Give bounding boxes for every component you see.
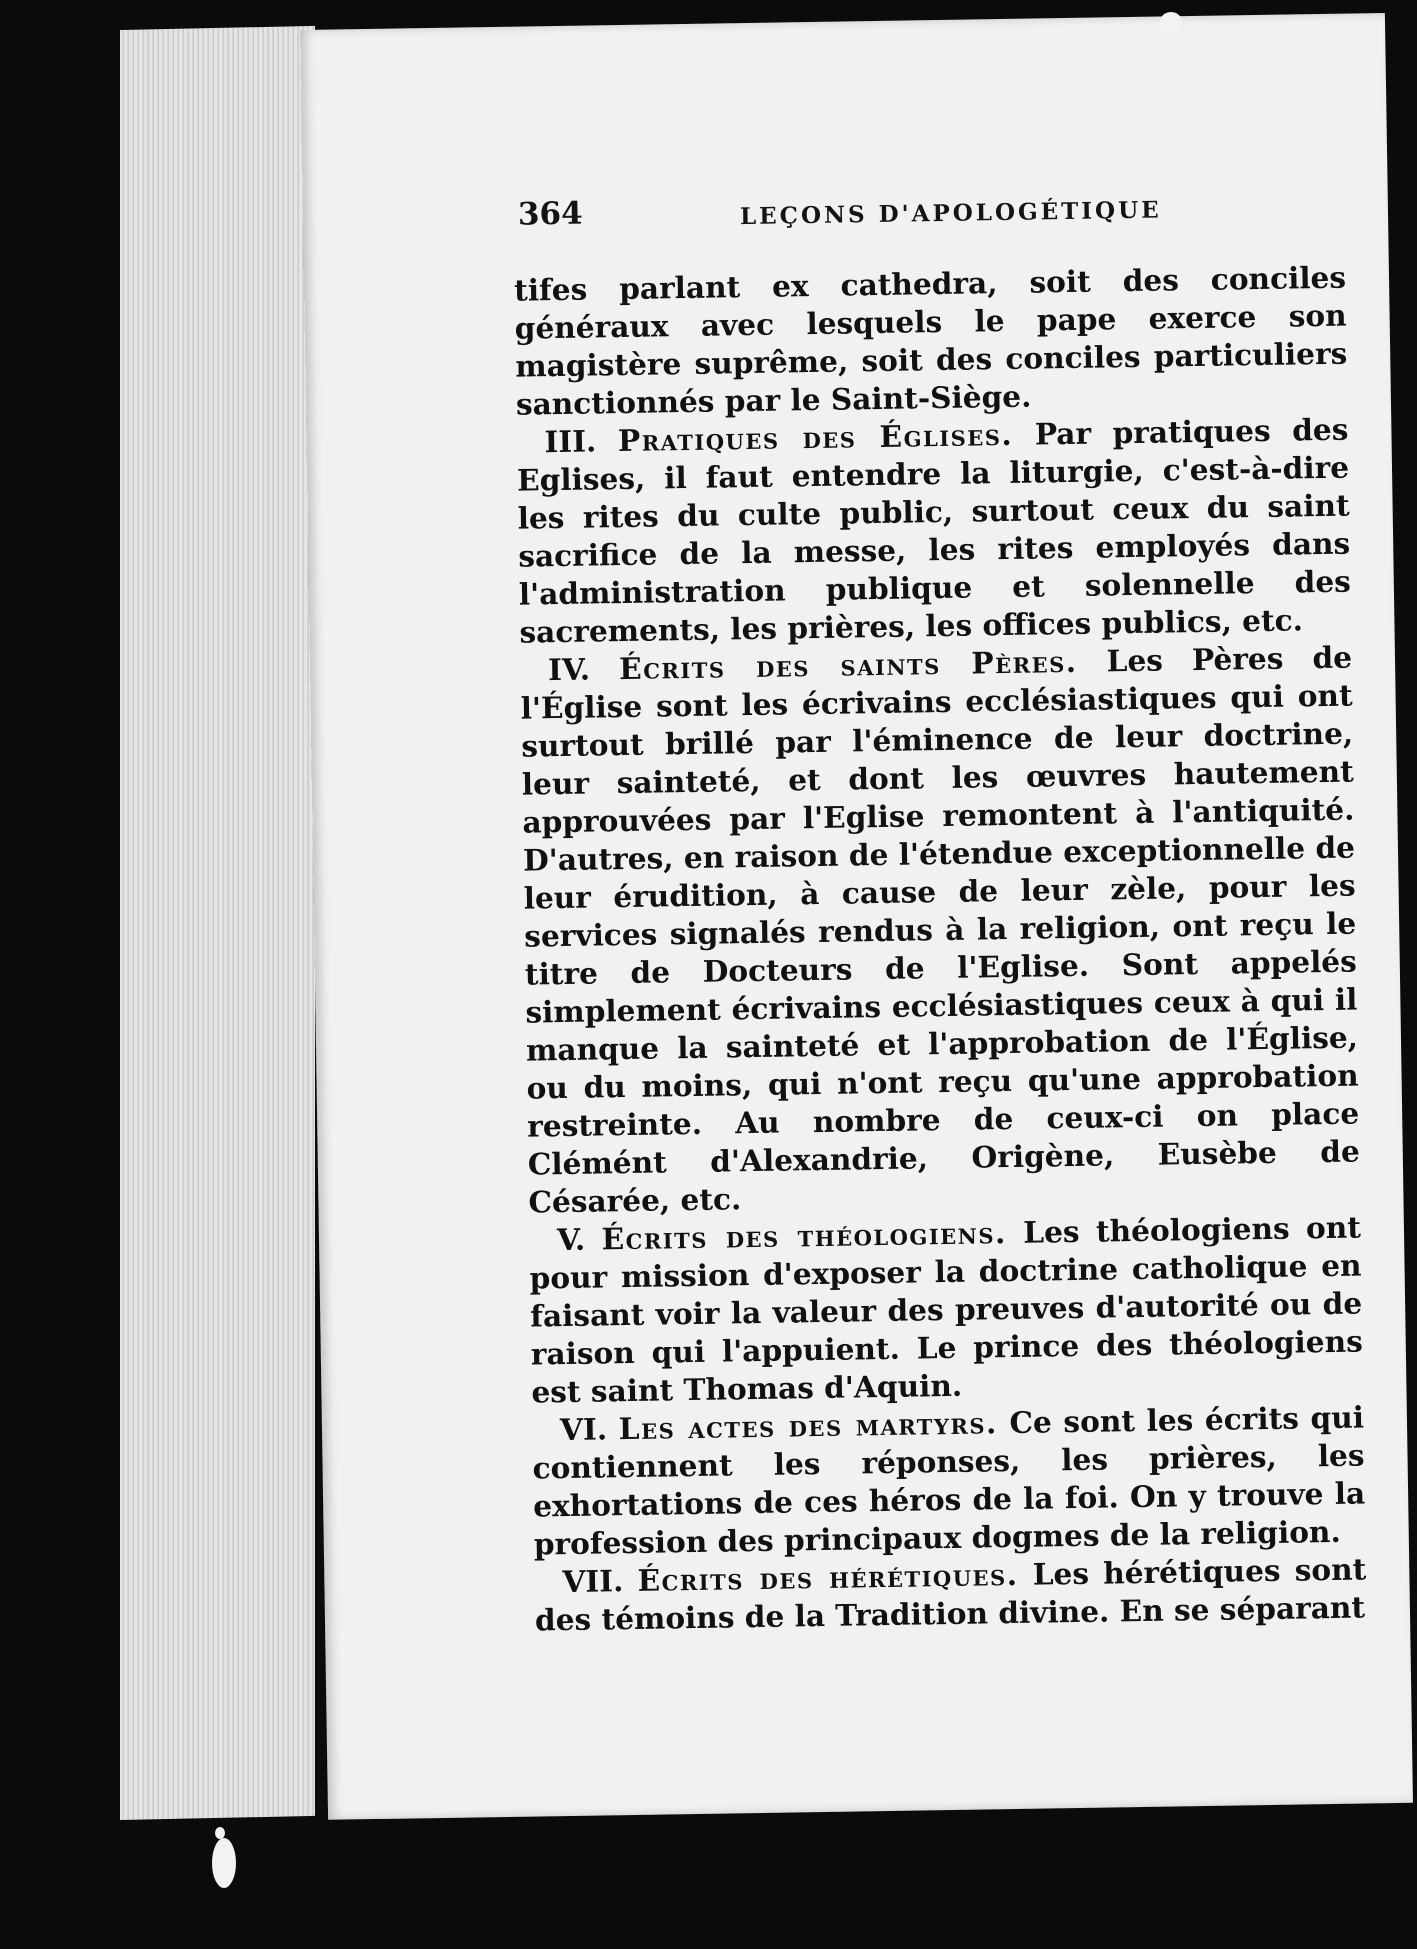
section-numeral: III. (544, 423, 597, 460)
paragraph-text: Les Pères de l'Église sont les écrivains ecclésiastiques qui ont surtout brillé par l'éminence de leur doctrine, leur sainteté, et dont les œuvres hautement approuvées par l'Eglise remontent à l'antiquité. D'autres, en raison de l'étendue exceptionnelle de leur érudition, à cause de leur zèle, pour les services signalés rendus à la religion, ont reçu le titre de Docteurs de l'Eglise. Sont appelés simplement écrivains ecclésiastiques ceux à qui il manque la sainteté et l'approbation de l'Église, ou du moins, qui n'ont reçu qu'une approbation restreinte. Au nombre de ceux-ci on place Clémént d'Alexandrie, Origène, Eusèbe de Césarée, etc. (520, 639, 1361, 1220)
paragraph-text: Les hérétiques sont des témoins de la Tradition divine. En se séparant (534, 1551, 1367, 1638)
paragraph-text: Les théologiens ont pour mission d'exposer la doctrine catholique en faisant voir la valeur des preuves d'autorité ou de raison qui l'appuient. Le prince des théologiens est saint Thomas d'Aquin. (529, 1209, 1363, 1410)
scan-speck (215, 1827, 225, 1839)
page-number: 364 (517, 195, 583, 233)
section-heading: Écrits des saints Pères. (618, 643, 1078, 687)
paragraph-vii (534, 1550, 1367, 1639)
section-heading: Les actes des martyrs. (618, 1405, 999, 1447)
paragraph-iv (520, 639, 1361, 1222)
book-page (300, 13, 1413, 1820)
paragraph-text: Par pratiques des Eglises, il faut entendre la liturgie, c'est-à-dire les rites du culte public, surtout ceux du saint sacrifice de la messe, les rites employés dans l'administration publique et solennelle des sacrements, les prières, les offices publics, etc. (516, 411, 1352, 650)
section-heading: Écrits des théologiens. (601, 1215, 1008, 1257)
section-numeral: VII. (562, 1563, 624, 1600)
paragraph-v (529, 1208, 1364, 1411)
paragraph-text: Ce sont les écrits qui contiennent les réponses, les prières, les exhortations de ces héros de la foi. On y trouve la profession des principaux dogmes de la religion. (532, 1399, 1366, 1562)
body-text (514, 259, 1367, 1640)
book-page-edges (120, 26, 315, 1820)
paragraph-iii (516, 411, 1351, 652)
section-numeral: V. (556, 1221, 586, 1258)
scan-speck (1160, 12, 1182, 32)
running-title: LEÇONS D'APOLOGÉTIQUE (739, 196, 1162, 231)
page-header (518, 184, 1319, 247)
paragraph-vi (532, 1398, 1366, 1563)
section-numeral: VI. (559, 1411, 608, 1448)
scan-speck (212, 1838, 236, 1888)
section-numeral: IV. (547, 651, 591, 688)
paragraph-continuation (514, 259, 1348, 424)
paragraph-text: tifes parlant ex cathedra, soit des conciles généraux avec lesquels le pape exerce son magistère suprême, soit des conciles particuliers sanctionnés par le Saint-Siège. (513, 259, 1348, 422)
section-heading: Pratiques des Églises. (617, 416, 1014, 459)
section-heading: Écrits des hérétiques. (637, 1556, 1019, 1598)
